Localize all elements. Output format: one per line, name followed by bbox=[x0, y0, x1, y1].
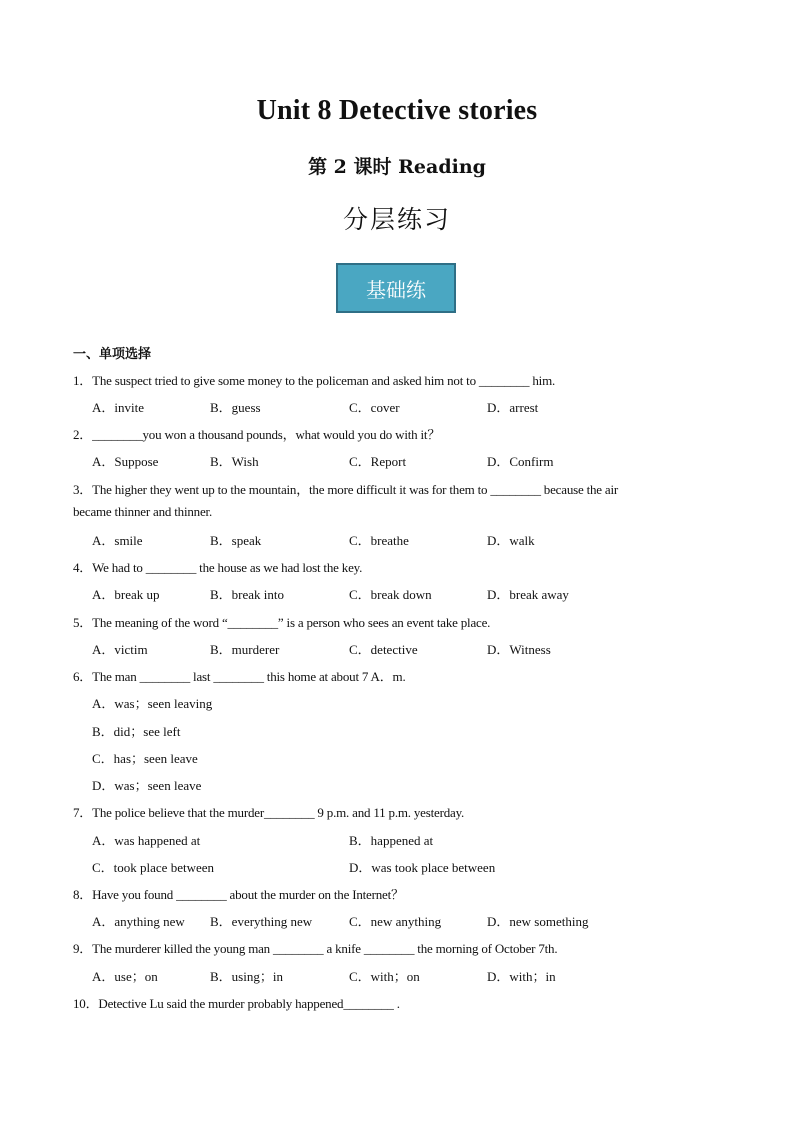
question-1-option-c: C．cover bbox=[349, 400, 400, 415]
question-3-option-a: A．smile bbox=[92, 533, 143, 548]
question-3-option-d: D．walk bbox=[487, 533, 535, 548]
section-title: 分层练习 bbox=[342, 205, 451, 234]
question-6-option-b: B．did；see left bbox=[92, 724, 181, 739]
question-2-option-c: C．Report bbox=[349, 454, 407, 469]
question-6-option-d: D．was；seen leave bbox=[92, 778, 202, 793]
question-4-option-b: B．break into bbox=[210, 587, 285, 602]
question-4-option-c: C．break down bbox=[349, 587, 432, 602]
question-7-stem: 7．The police believe that the murder________ 9 p.m. and 11 p.m. yesterday. bbox=[73, 805, 465, 820]
question-10-stem: 10．Detective Lu said the murder probably happened________ . bbox=[73, 996, 400, 1011]
question-6-option-a: A．was；seen leaving bbox=[92, 696, 213, 711]
question-6-option-c: C．has；seen leave bbox=[92, 751, 198, 766]
question-9-option-b: B．using；in bbox=[210, 969, 283, 984]
question-3-option-c: C．breathe bbox=[349, 533, 409, 548]
page-title: Unit 8 Detective stories bbox=[256, 95, 538, 126]
question-1-option-d: D．arrest bbox=[487, 400, 539, 415]
question-7-option-a: A．was happened at bbox=[92, 833, 201, 848]
question-9-option-a: A．use；on bbox=[92, 969, 158, 984]
question-9-option-d: D．with；in bbox=[487, 969, 556, 984]
question-7-option-b: B．happened at bbox=[349, 833, 434, 848]
question-1-option-b: B．guess bbox=[210, 400, 261, 415]
question-5-option-c: C．detective bbox=[349, 642, 418, 657]
question-3-stem: 3．The higher they went up to the mountain，the more difficult it was for them to ________ because the air bbox=[73, 482, 619, 497]
question-8-option-b: B．everything new bbox=[210, 914, 313, 929]
question-2-option-a: A．Suppose bbox=[92, 454, 159, 469]
question-5-option-d: D．Witness bbox=[487, 642, 551, 657]
question-4-option-a: A．break up bbox=[92, 587, 160, 602]
question-4-stem: 4．We had to ________ the house as we had lost the key. bbox=[73, 560, 363, 575]
question-4-option-d: D．break away bbox=[487, 587, 569, 602]
question-3-stem-continued: became thinner and thinner. bbox=[73, 504, 212, 519]
lesson-subtitle: 第 2 课时 Reading bbox=[308, 156, 486, 178]
question-2-option-b: B．Wish bbox=[210, 454, 259, 469]
part-heading: 一、单项选择 bbox=[73, 347, 152, 362]
question-7-option-c: C．took place between bbox=[92, 860, 215, 875]
question-3-option-b: B．speak bbox=[210, 533, 262, 548]
question-1-option-a: A．invite bbox=[92, 400, 144, 415]
question-5-stem: 5．The meaning of the word “________” is a person who sees an event take place. bbox=[73, 615, 491, 630]
question-1-stem: 1．The suspect tried to give some money to the policeman and asked him not to ________ him. bbox=[73, 373, 556, 388]
question-8-option-a: A．anything new bbox=[92, 914, 185, 929]
question-9-stem: 9．The murderer killed the young man ________ a knife ________ the morning of October 7th. bbox=[73, 941, 558, 956]
question-8-option-d: D．new something bbox=[487, 914, 589, 929]
question-2-option-d: D．Confirm bbox=[487, 454, 554, 469]
question-8-option-c: C．new anything bbox=[349, 914, 442, 929]
level-badge: 基础练 bbox=[336, 263, 456, 313]
question-5-option-a: A．victim bbox=[92, 642, 148, 657]
question-5-option-b: B．murderer bbox=[210, 642, 280, 657]
question-7-option-d: D．was took place between bbox=[349, 860, 496, 875]
question-2-stem: 2．________you won a thousand pounds，what would you do with it？ bbox=[73, 427, 441, 442]
question-9-option-c: C．with；on bbox=[349, 969, 420, 984]
question-6-stem: 6．The man ________ last ________ this home at about 7 A．m. bbox=[73, 669, 406, 684]
question-8-stem: 8．Have you found ________ about the murder on the Internet？ bbox=[73, 887, 404, 902]
